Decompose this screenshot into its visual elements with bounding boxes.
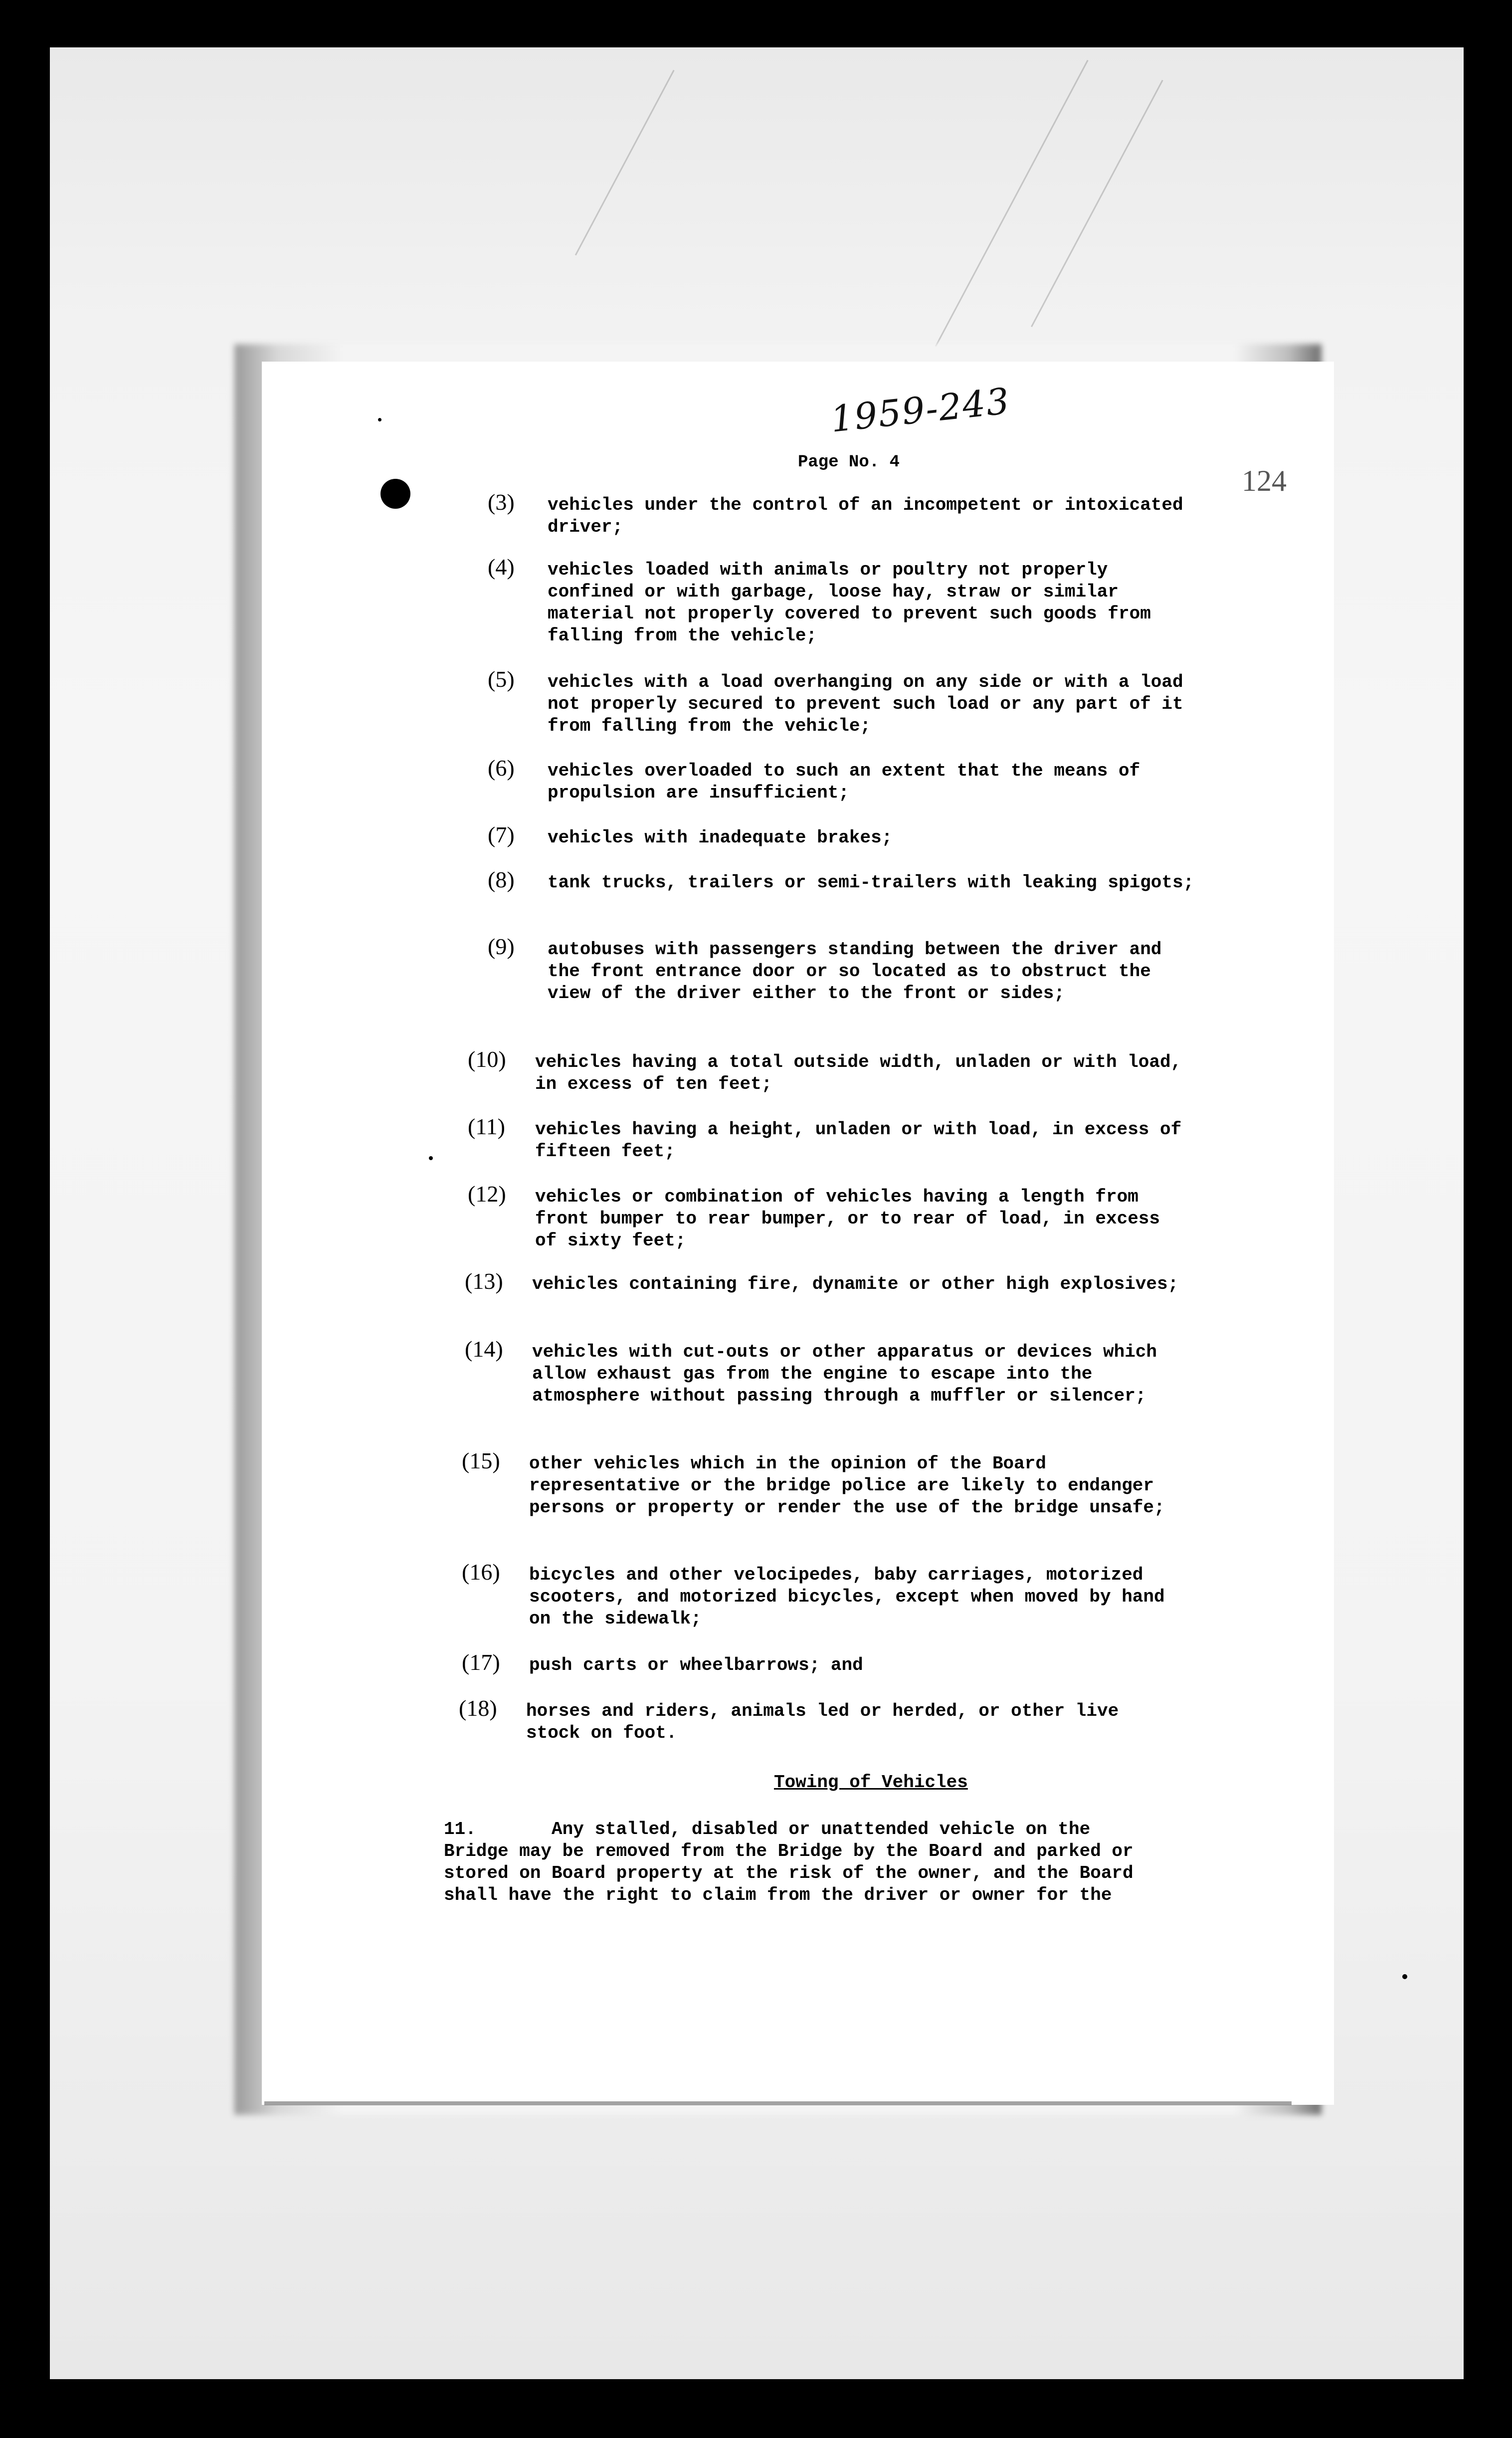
item-number: (12)	[468, 1181, 506, 1207]
item-text: vehicles or combination of vehicles having a length from front bumper to rear bumper, or to rear of load, in excess of sixty feet;	[535, 1187, 1160, 1251]
item-number: (14)	[465, 1336, 503, 1362]
item-text: vehicles with a load overhanging on any side or with a load not properly secured to prevent such load or any part of it from falling from the vehicle;	[548, 672, 1183, 736]
item-text: vehicles loaded with animals or poultry not properly confined or with garbage, loose hay, straw or similar material not properly covered to prevent such goods from falling from the vehicle;	[548, 560, 1151, 646]
dust-speck	[429, 1156, 433, 1160]
item-text: vehicles with inadequate brakes;	[548, 827, 893, 848]
item-number: (18)	[459, 1695, 497, 1721]
stamped-page-number: 124	[1242, 464, 1287, 497]
item-text: other vehicles which in the opinion of the Board representative or the bridge police are likely to endanger persons or property or render the use of the bridge unsafe;	[529, 1453, 1165, 1518]
handwritten-number: 1959-243	[828, 380, 1012, 440]
section-paragraph	[444, 1819, 1177, 1906]
item-text: bicycles and other velocipedes, baby carriages, motorized scooters, and motorized bicycles, except when moved by hand on the sidewalk;	[529, 1565, 1165, 1629]
item-number: (17)	[462, 1649, 500, 1675]
page-label: Page No. 4	[798, 453, 900, 472]
item-number: (5)	[488, 666, 515, 692]
item-number: (7)	[488, 822, 515, 847]
item-text: vehicles having a height, unladen or with load, in excess of fifteen feet;	[535, 1119, 1182, 1162]
item-number: (9)	[488, 934, 515, 959]
item-number: (15)	[462, 1448, 500, 1473]
item-number: (11)	[468, 1114, 505, 1139]
item-text: vehicles overloaded to such an extent that the means of propulsion are insufficient;	[548, 761, 1140, 803]
dust-speck	[1402, 1974, 1407, 1979]
item-text: autobuses with passengers standing between the driver and the front entrance door or so located as to obstruct the view of the driver either to the front or sides;	[548, 939, 1162, 1004]
paragraph-line: stored on Board property at the risk of the owner, and the Board	[444, 1863, 1134, 1883]
paragraph-line: Bridge may be removed from the Bridge by the Board and parked or	[444, 1841, 1134, 1861]
item-text: horses and riders, animals led or herded, or other live stock on foot.	[526, 1701, 1119, 1743]
item-number: (8)	[488, 867, 515, 892]
dust-speck	[378, 418, 381, 421]
paragraph-line: 11. Any stalled, disabled or unattended vehicle on the	[444, 1819, 1091, 1839]
item-number: (4)	[488, 554, 515, 580]
punch-hole-icon	[380, 479, 410, 509]
paragraph-line: shall have the right to claim from the driver or owner for the	[444, 1885, 1112, 1905]
section-heading: Towing of Vehicles	[774, 1772, 968, 1793]
item-text: vehicles with cut-outs or other apparatus or devices which allow exhaust gas from the engine to escape into the atmosphere without passing through a muffler or silencer;	[532, 1342, 1157, 1406]
item-number: (10)	[468, 1046, 506, 1072]
item-number: (3)	[488, 489, 515, 515]
item-number: (13)	[465, 1268, 503, 1294]
item-number: (16)	[462, 1559, 500, 1585]
item-text: vehicles containing fire, dynamite or other high explosives;	[532, 1274, 1179, 1294]
item-text: tank trucks, trailers or semi-trailers with leaking spigots;	[548, 872, 1194, 893]
item-text: vehicles under the control of an incompetent or intoxicated driver;	[548, 495, 1183, 537]
item-text: vehicles having a total outside width, unladen or with load, in excess of ten feet;	[535, 1052, 1182, 1094]
item-text: push carts or wheelbarrows; and	[529, 1655, 863, 1675]
item-number: (6)	[488, 755, 515, 781]
page-bottom-edge	[264, 2101, 1292, 2105]
